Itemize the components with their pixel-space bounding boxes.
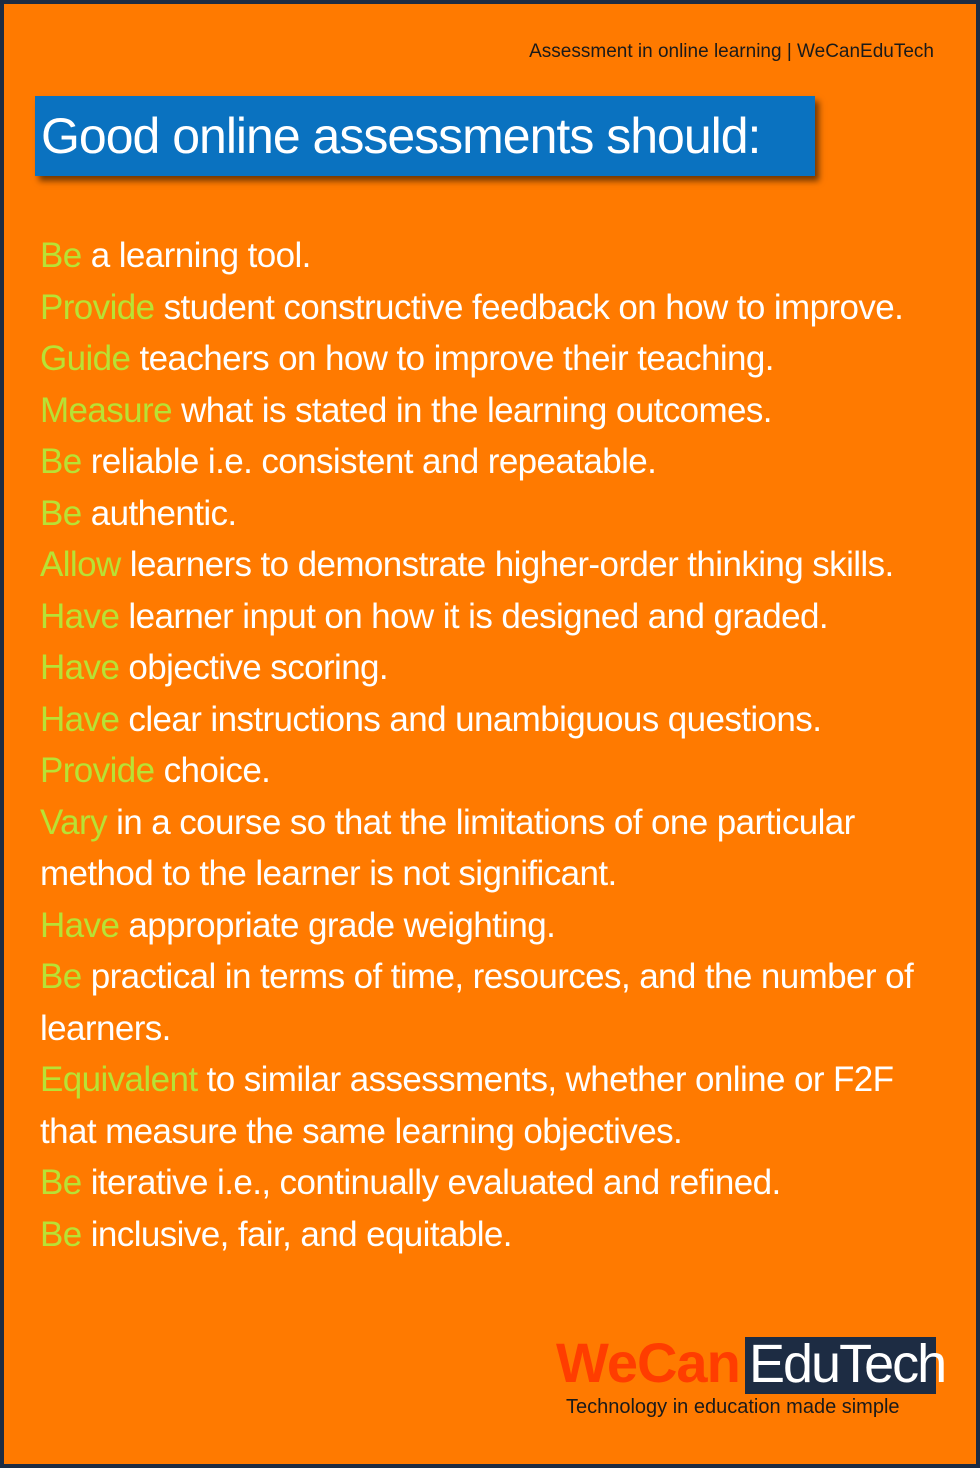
item-text: practical in terms of time, resources, and the number of learners.: [40, 957, 914, 1048]
list-item: [40, 951, 940, 1054]
page-title: Good online assessments should:: [41, 108, 761, 164]
item-keyword: Have: [40, 699, 120, 739]
list-item: [40, 436, 940, 488]
list-item: [40, 900, 940, 952]
list-item: [40, 797, 940, 900]
item-keyword: Guide: [40, 339, 131, 378]
item-keyword: Provide: [40, 751, 155, 790]
list-item: [40, 591, 940, 643]
item-text: iterative i.e., continually evaluated and refined.: [81, 1163, 781, 1202]
item-text: reliable i.e. consistent and repeatable.: [81, 442, 657, 481]
item-keyword: Be: [40, 1163, 82, 1202]
item-keyword: Be: [40, 236, 82, 275]
logo-tagline: Technology in education made simple: [566, 1396, 900, 1418]
title-box: [35, 96, 815, 176]
item-keyword: Have: [40, 596, 120, 636]
item-keyword: Allow: [40, 545, 121, 584]
list-item: [40, 1157, 940, 1209]
list-item: [40, 1054, 940, 1157]
item-text: student constructive feedback on how to improve.: [154, 287, 904, 327]
list-item: [40, 1209, 940, 1261]
brand-logo: [556, 1331, 946, 1427]
item-keyword: Vary: [40, 802, 107, 842]
poster: [4, 4, 976, 1464]
item-keyword: Measure: [40, 390, 172, 430]
item-text: learner input on how it is designed and graded.: [119, 596, 828, 636]
list-item: [40, 694, 940, 746]
item-text: inclusive, fair, and equitable.: [81, 1214, 512, 1254]
item-text: teachers on how to improve their teaching.: [130, 339, 774, 378]
item-keyword: Be: [40, 493, 82, 533]
logo-edutech-box: [745, 1334, 946, 1394]
item-text: objective scoring.: [119, 648, 389, 687]
item-text: what is stated in the learning outcomes.: [171, 390, 772, 430]
item-keyword: Provide: [40, 287, 155, 327]
logo-wecan: WeCan: [556, 1331, 740, 1394]
criteria-list: [40, 230, 940, 1260]
logo-edutech: EduTech: [749, 1334, 946, 1394]
list-item: [40, 230, 940, 282]
list-item: [40, 282, 940, 334]
list-item: [40, 745, 940, 797]
item-text: to similar assessments, whether online or F2F that measure the same learning objectives.: [40, 1060, 894, 1151]
item-text: a learning tool.: [81, 236, 311, 275]
item-keyword: Have: [40, 905, 120, 945]
item-text: appropriate grade weighting.: [119, 905, 556, 945]
item-keyword: Equivalent: [40, 1060, 198, 1099]
list-item: [40, 539, 940, 591]
item-text: in a course so that the limitations of one particular method to the learner is not significant.: [40, 802, 855, 893]
item-keyword: Be: [40, 1214, 82, 1254]
list-item: [40, 385, 940, 437]
item-keyword: Be: [40, 442, 82, 481]
header-tag: Assessment in online learning | WeCanEduTech: [529, 41, 934, 62]
item-keyword: Be: [40, 957, 82, 996]
item-text: choice.: [154, 751, 271, 790]
item-text: authentic.: [81, 493, 237, 533]
item-keyword: Have: [40, 648, 120, 687]
item-text: learners to demonstrate higher-order thinking skills.: [120, 545, 894, 584]
item-text: clear instructions and unambiguous questions.: [119, 699, 822, 739]
list-item: [40, 488, 940, 540]
list-item: [40, 333, 940, 385]
list-item: [40, 642, 940, 694]
